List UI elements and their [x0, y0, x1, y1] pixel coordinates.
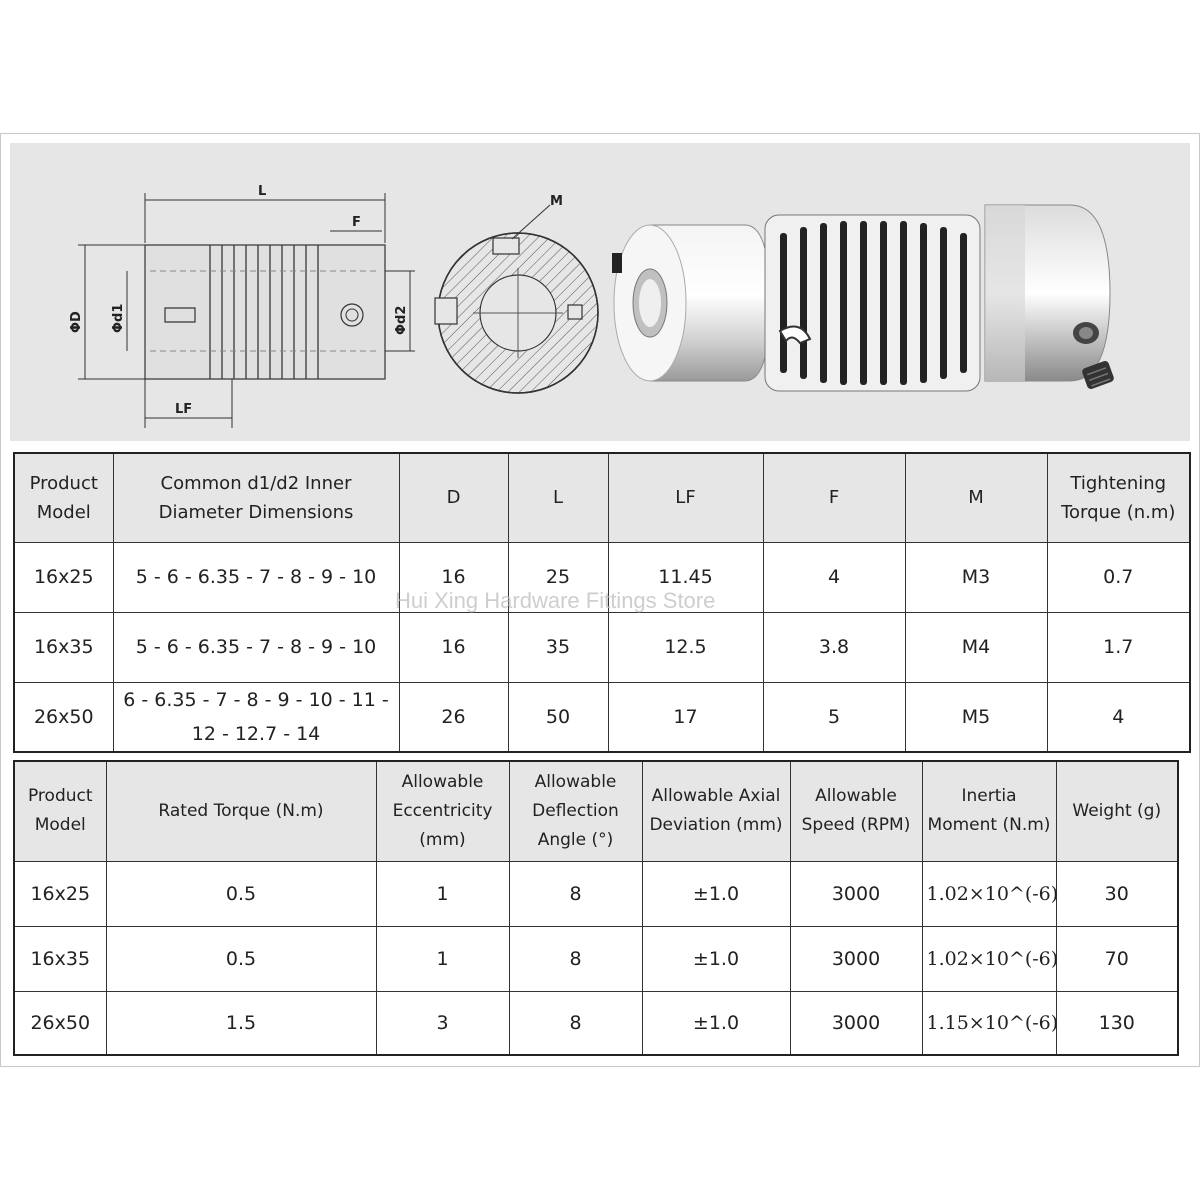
performance-table — [13, 760, 1179, 1056]
cell: 30 — [1056, 861, 1178, 926]
table-row — [14, 682, 1190, 752]
cell: 26x50 — [14, 991, 106, 1055]
label-d1: Φd1 — [111, 303, 126, 333]
cell: 0.5 — [106, 861, 376, 926]
cell: 16x35 — [14, 612, 113, 682]
table-row — [14, 861, 1178, 926]
header-inertia-moment: Inertia Moment (N.m) — [922, 761, 1056, 861]
coupling-3d-render — [612, 205, 1115, 391]
cell: 6 - 6.35 - 7 - 8 - 9 - 10 - 11 - 12 - 12.7 - 14 — [113, 682, 399, 752]
cell: 16x25 — [14, 542, 113, 612]
header-tightening-torque: Tightening Torque (n.m) — [1047, 453, 1190, 542]
cell: 1 — [376, 861, 509, 926]
cell: ±1.0 — [642, 926, 790, 991]
label-L: L — [258, 184, 267, 199]
cell: 16x35 — [14, 926, 106, 991]
header-axial-deviation: Allowable Axial Deviation (mm) — [642, 761, 790, 861]
coupling-drawings — [10, 143, 1190, 441]
cell: M4 — [905, 612, 1047, 682]
label-F: F — [352, 215, 361, 230]
cell: 3000 — [790, 991, 922, 1055]
cell: M3 — [905, 542, 1047, 612]
cell: 1.7 — [1047, 612, 1190, 682]
cell: 1.02×10^(-6) — [922, 926, 1056, 991]
cell: 8 — [509, 861, 642, 926]
store-watermark: Hui Xing Hardware Fittings Store — [395, 588, 716, 613]
cell: 130 — [1056, 991, 1178, 1055]
table-row — [14, 542, 1190, 612]
header-rated-torque: Rated Torque (N.m) — [106, 761, 376, 861]
header-inner-diameters: Common d1/d2 Inner Diameter Dimensions — [113, 453, 399, 542]
cell: 16 — [399, 542, 508, 612]
end-view-section — [435, 194, 598, 393]
header-L: L — [508, 453, 608, 542]
cell: 50 — [508, 682, 608, 752]
cell: 26 — [399, 682, 508, 752]
table-row — [14, 991, 1178, 1055]
cell: 1.02×10^(-6) — [922, 861, 1056, 926]
cell: 8 — [509, 926, 642, 991]
cell: M5 — [905, 682, 1047, 752]
header-weight: Weight (g) — [1056, 761, 1178, 861]
cell: 17 — [608, 682, 763, 752]
cell: 5 — [763, 682, 905, 752]
table-row — [14, 926, 1178, 991]
table-header-row — [14, 453, 1190, 542]
cell: 0.7 — [1047, 542, 1190, 612]
cell: 12.5 — [608, 612, 763, 682]
cell: 5 - 6 - 6.35 - 7 - 8 - 9 - 10 — [113, 612, 399, 682]
cell: 3 — [376, 991, 509, 1055]
table-header-row — [14, 761, 1178, 861]
header-product-model: Product Model — [14, 761, 106, 861]
cell: 4 — [1047, 682, 1190, 752]
cell: 8 — [509, 991, 642, 1055]
cell: 3.8 — [763, 612, 905, 682]
cell: ±1.0 — [642, 861, 790, 926]
cell: 16x25 — [14, 861, 106, 926]
dimension-diagram-panel — [10, 143, 1190, 441]
label-D: ΦD — [69, 311, 84, 333]
header-eccentricity: Allowable Eccentricity (mm) — [376, 761, 509, 861]
label-M: M — [550, 194, 563, 209]
cell: ±1.0 — [642, 991, 790, 1055]
cell: 35 — [508, 612, 608, 682]
cell: 26x50 — [14, 682, 113, 752]
cell: 5 - 6 - 6.35 - 7 - 8 - 9 - 10 — [113, 542, 399, 612]
cell: 0.5 — [106, 926, 376, 991]
cell: 3000 — [790, 861, 922, 926]
dimensions-table — [13, 452, 1191, 753]
cell: 16 — [399, 612, 508, 682]
header-F: F — [763, 453, 905, 542]
cell: 70 — [1056, 926, 1178, 991]
header-M: M — [905, 453, 1047, 542]
label-d2: Φd2 — [394, 305, 409, 335]
label-LF: LF — [175, 402, 193, 417]
cell: 4 — [763, 542, 905, 612]
header-D: D — [399, 453, 508, 542]
cell: 1 — [376, 926, 509, 991]
cell: 3000 — [790, 926, 922, 991]
header-LF: LF — [608, 453, 763, 542]
cell: 1.15×10^(-6) — [922, 991, 1056, 1055]
cell: 25 — [508, 542, 608, 612]
table-row — [14, 612, 1190, 682]
header-allowable-speed: Allowable Speed (RPM) — [790, 761, 922, 861]
cell: 1.5 — [106, 991, 376, 1055]
cell: 11.45 — [608, 542, 763, 612]
header-deflection-angle: Allowable Deflection Angle (°) — [509, 761, 642, 861]
side-view-drawing — [69, 184, 415, 428]
header-product-model: Product Model — [14, 453, 113, 542]
